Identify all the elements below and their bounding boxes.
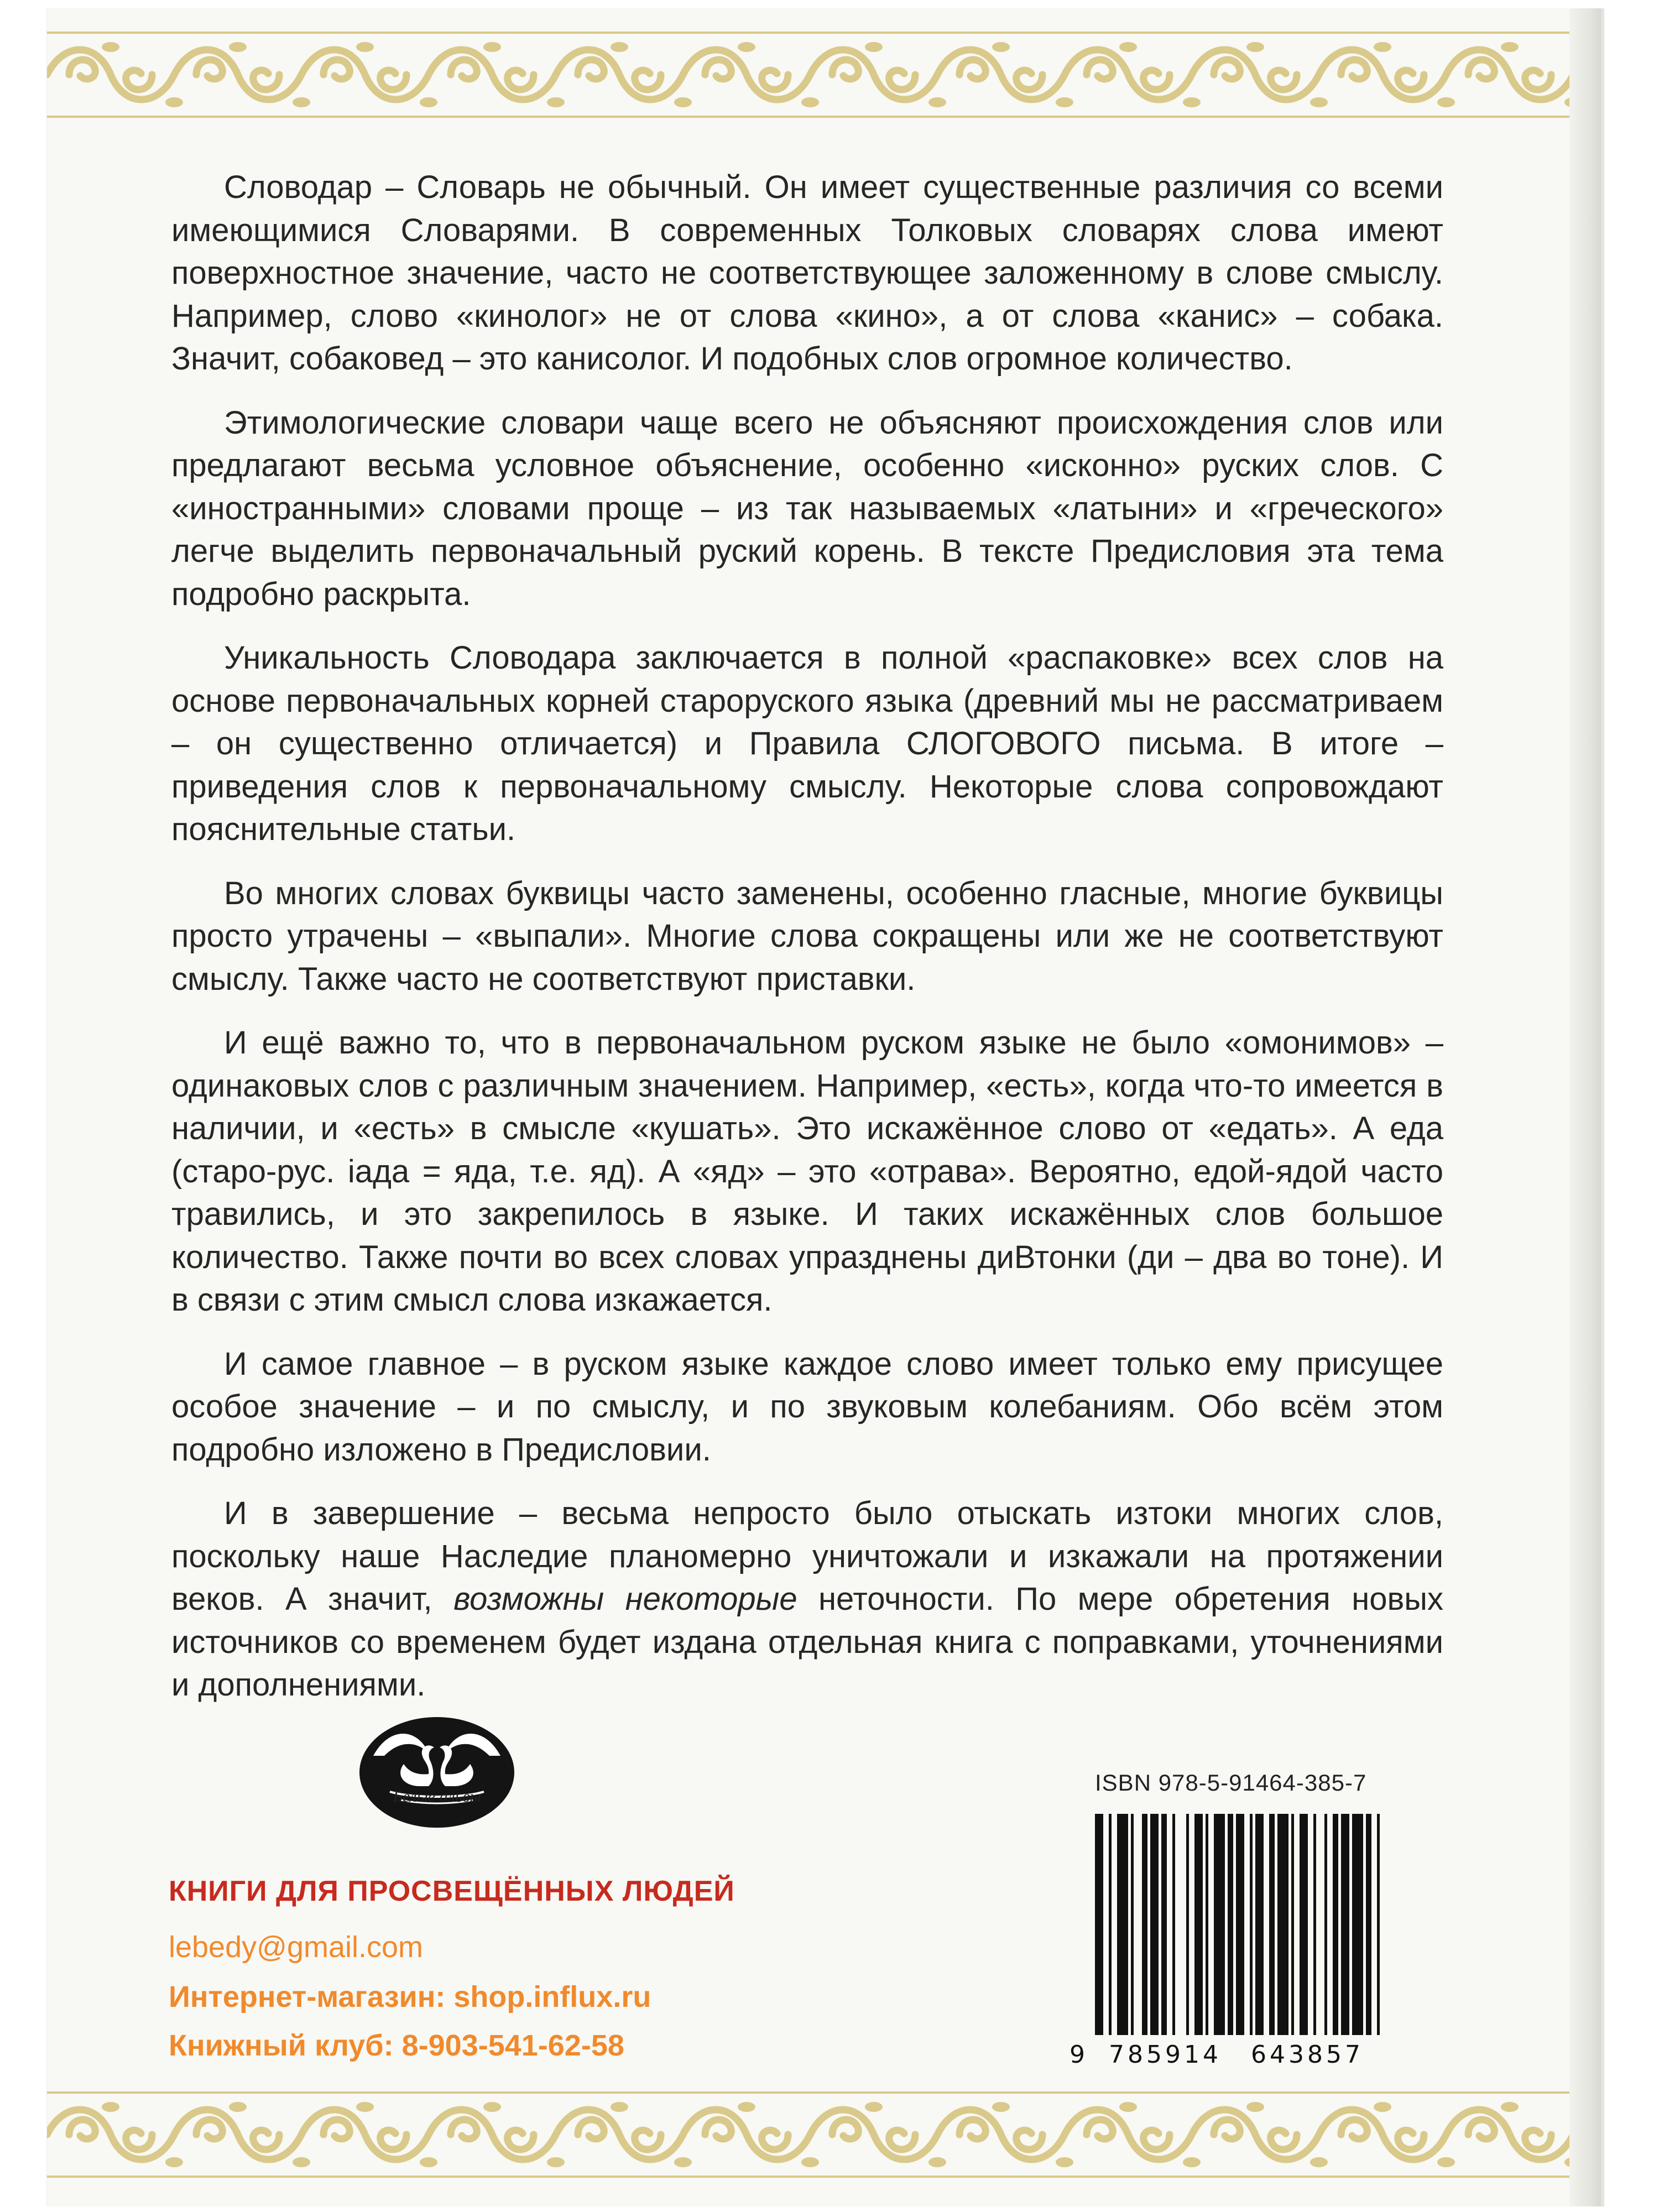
barcode — [1095, 1814, 1388, 2046]
paragraph: И самое главное – в руском языке каждое слово имеет только ему присущее особое значение – и по смыслу, и по звуковым колебаниям. Обо всём этом подробно изложено в Предисловии. — [171, 1345, 1443, 1468]
gold-scroll-icon — [47, 2085, 1569, 2184]
isbn-label: ISBN 978-5-91464-385-7 — [1095, 1770, 1367, 1796]
text-run: И в завершение – весьма непросто было отыскать изтоки многих слов, поскольку наше Наследие планомерно уничтожали и изкажали на протяжении веков. А значит, — [171, 1495, 1443, 1617]
paragraph-final — [171, 1492, 1443, 1707]
text-run: неточности. По мере обретения новых источников со временем будет издана отдельная книга с поправками, уточнениями и дополнениями. — [171, 1581, 1443, 1703]
contact-email: lebedy@gmail.com — [169, 1931, 424, 1964]
barcode-digit-first: 9 — [1070, 2041, 1085, 2069]
slogan: КНИГИ ДЛЯ ПРОСВЕЩЁННЫХ ЛЮДЕЙ — [169, 1875, 735, 1907]
paragraph: Этимологические словари чаще всего не объясняют происхождения слов или предлагают весьма условное объяснение, особенно «исконно» руских слов. С «иностранными» словами проще – из так называемых «латыни» и «греческого» легче выделить первоначальный руский корень. В тексте Предисловия эта тема подробно раскрыта. — [171, 404, 1443, 612]
gold-scroll-icon — [47, 25, 1569, 124]
paragraph: Словодар – Словарь не обычный. Он имеет существенные различия со всеми имеющимися Словарями. В современных Толковых словарях слова имеют поверхностное значение, часто не соответствующее заложенному в слове смыслу. Например, слово «кинолог» не от слова «кино», а от слова «канис» – собака. Значит, собаковед – это канисолог. И подобных слов огромное количество. — [171, 169, 1443, 377]
italic-run: возможны некоторые — [453, 1581, 797, 1617]
paragraph: Во многих словах буквицы часто заменены, особенно гласные, многие буквицы просто утрачены – «выпали». Многие слова сокращены или же не соответствуют смыслу. Также часто не соответствуют приставки. — [171, 875, 1443, 997]
barcode-digits-right: 643857 — [1251, 2041, 1364, 2069]
contact-book-club: Книжный клуб: 8-903-541-62-58 — [169, 2029, 624, 2062]
publisher-name: Белые альвы — [393, 1787, 481, 1806]
cover-edge — [1569, 8, 1601, 2206]
swans-logo-icon — [351, 1703, 523, 1836]
barcode-icon — [1095, 1814, 1388, 2046]
contact-shop: Интернет-магазин: shop.influx.ru — [169, 1980, 651, 2013]
paragraph: И ещё важно то, что в первоначальном руском языке не было «омонимов» – одинаковых слов с различным значением. Например, «есть», когда что-то имеется в наличии, и «есть» в смысле «кушать». Это искажённое слово от «едать». А еда (старо-рус. іада = яда, т.е. яд). А «яд» – это «отрава». Вероятно, едой-ядой часто травились, и это закрепилось в языке. И таких искажённых слов большое количество. Также почти во всех словах упразднены диВтонки (ди – два во тоне). И в связи с этим смысл слова изкажается. — [171, 1025, 1443, 1318]
annotation-text — [171, 166, 1443, 1728]
ornament-bottom-border — [47, 2085, 1569, 2184]
publisher-logo — [351, 1703, 523, 1836]
paragraph: Уникальность Словодара заключается в полной «распаковке» всех слов на основе первоначальных корней староруского языка (древний мы не рассматриваем – он существенно отличается) и Правила СЛОГОВОГО письма. В итоге – приведения слов к первоначальному смыслу. Некоторые слова сопровождают пояснительные статьи. — [171, 640, 1443, 847]
barcode-digits-left: 785914 — [1109, 2041, 1222, 2069]
ornament-top-border — [47, 25, 1569, 124]
